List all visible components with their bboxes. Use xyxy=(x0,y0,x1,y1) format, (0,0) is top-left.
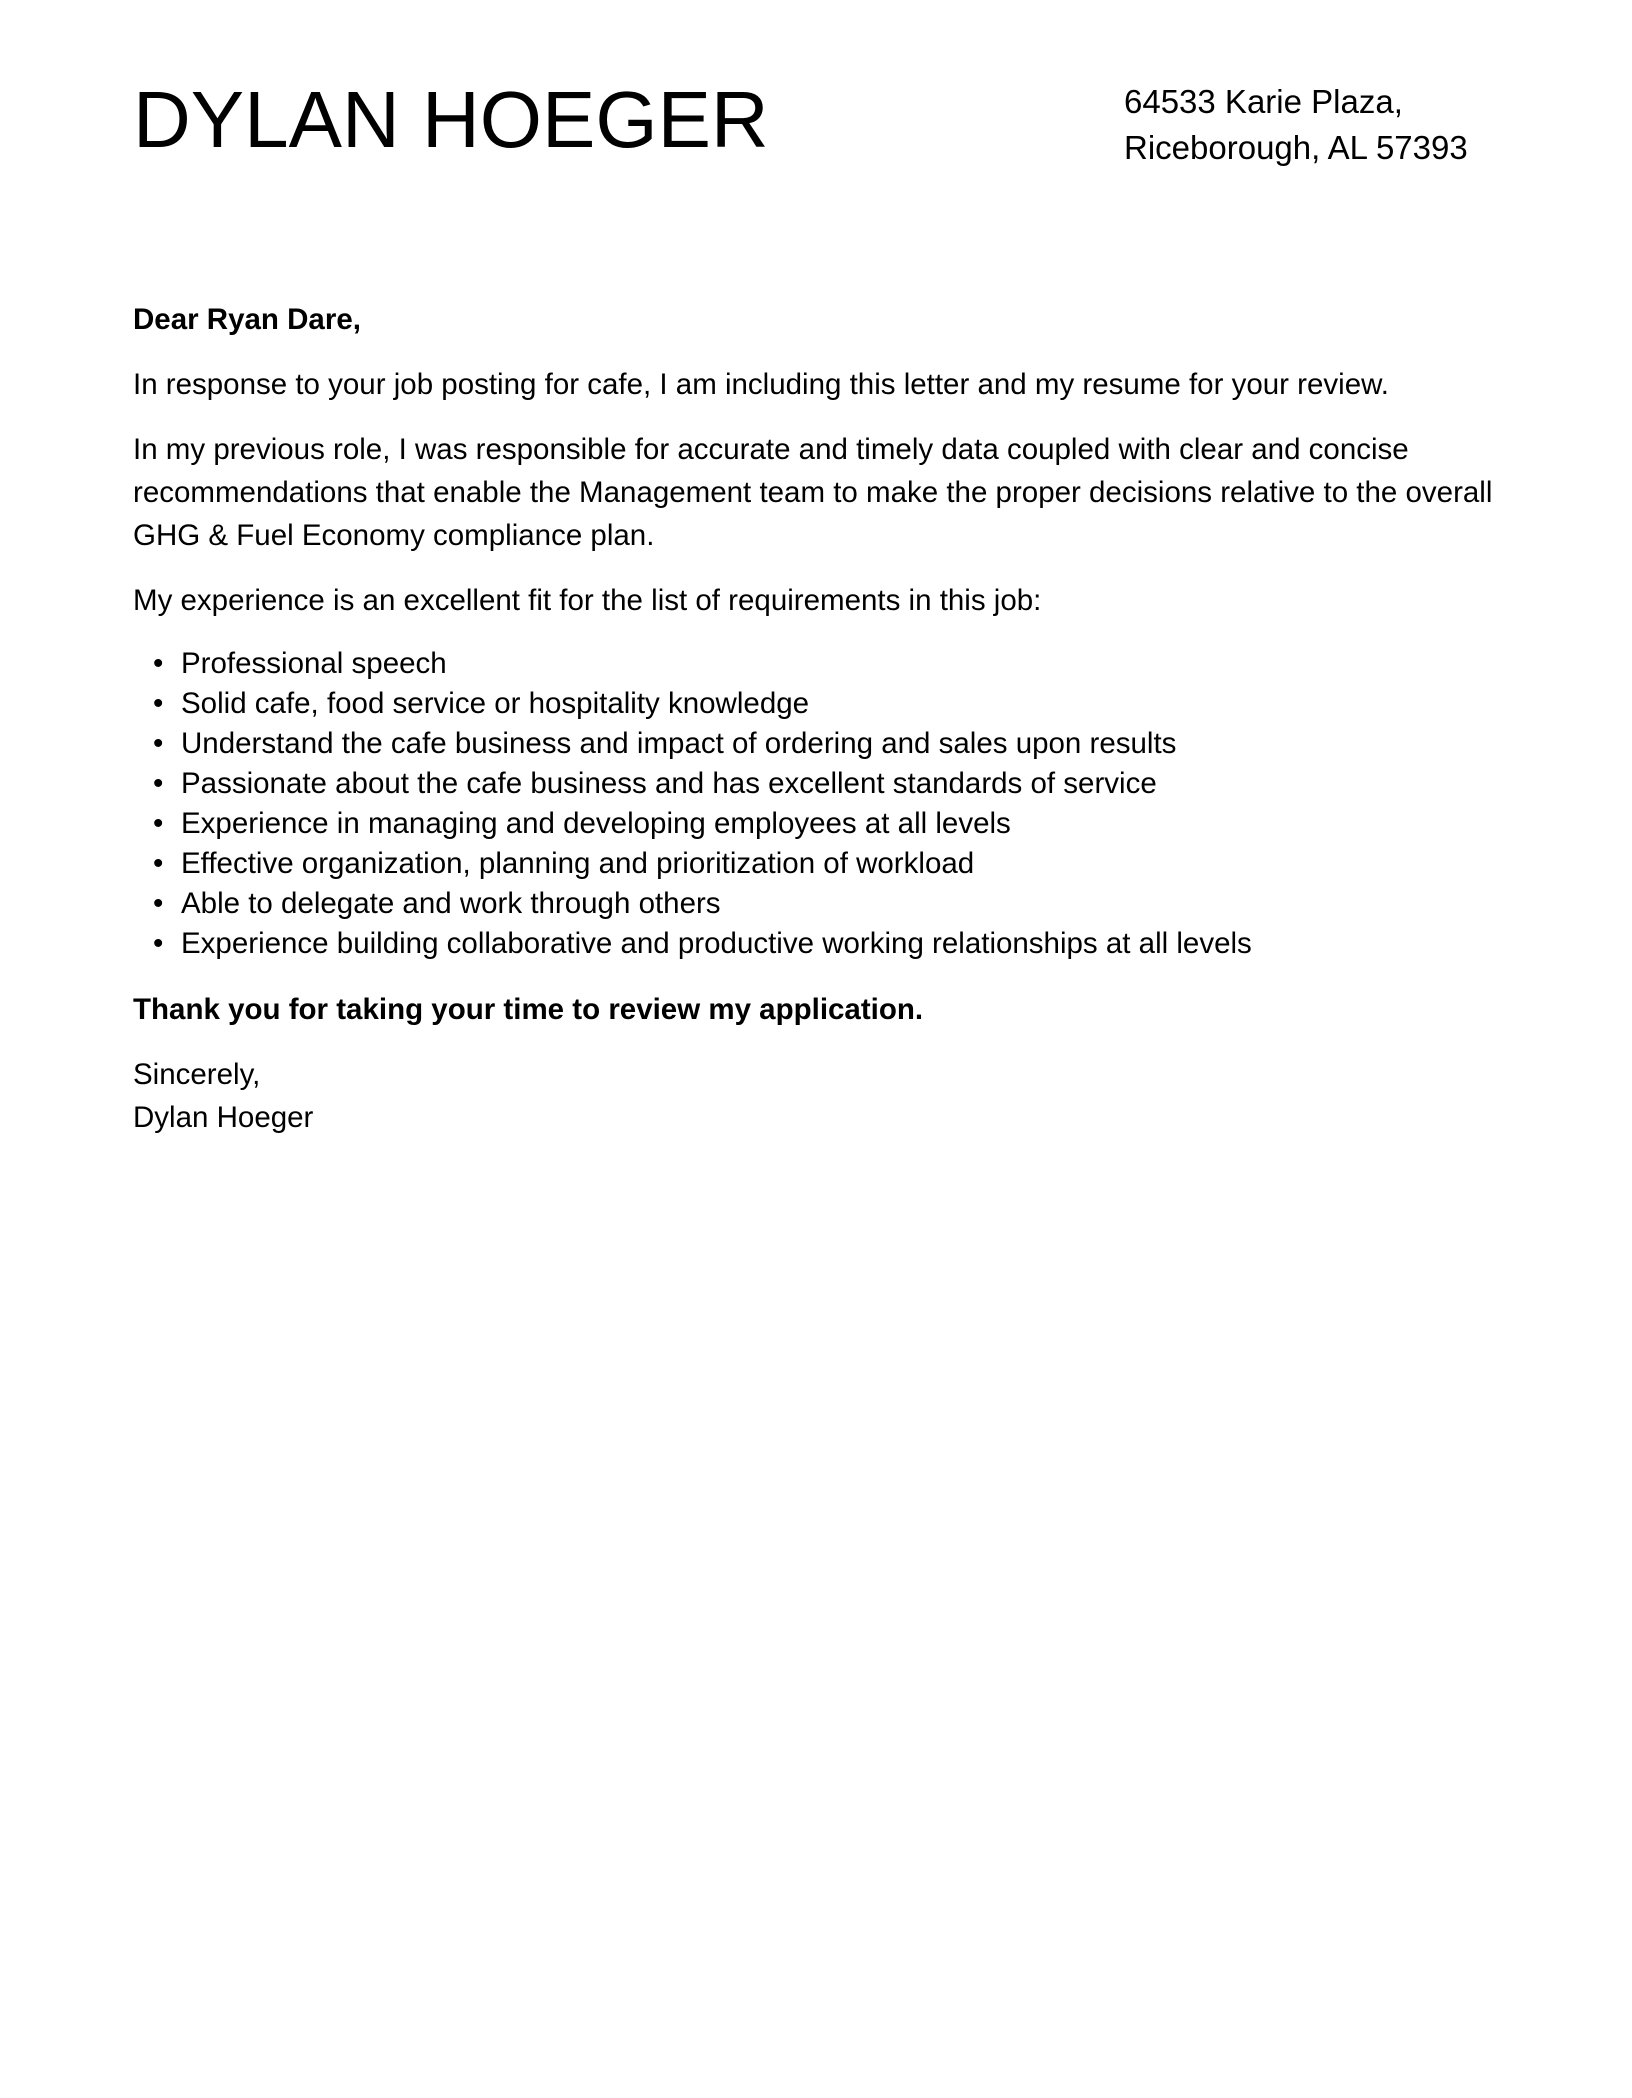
applicant-address xyxy=(1124,79,1499,171)
list-item: • Effective organization, planning and prioritization of workload xyxy=(181,844,1499,884)
list-item: • Understand the cafe business and impact of ordering and sales upon results xyxy=(181,724,1499,764)
address-line-1: 64533 Karie Plaza, xyxy=(1124,83,1403,120)
list-item: • Experience in managing and developing employees at all levels xyxy=(181,804,1499,844)
bullet-icon: • xyxy=(153,727,164,760)
signoff-block xyxy=(133,1053,1499,1139)
bullet-icon: • xyxy=(153,807,164,840)
previous-role-paragraph: In my previous role, I was responsible for accurate and timely data coupled with clear and concise recommendations that enable the Management team to make the proper decisions relative to the overall GHG & Fuel Economy compliance plan. xyxy=(133,433,1493,552)
bullet-icon: • xyxy=(153,687,164,720)
list-item: • Passionate about the cafe business and has excellent standards of service xyxy=(181,764,1499,804)
intro-paragraph: In response to your job posting for cafe, I am including this letter and my resume for your review. xyxy=(133,368,1389,401)
bullet-icon: • xyxy=(153,847,164,880)
requirements-list xyxy=(133,644,1499,964)
salutation: Dear Ryan Dare, xyxy=(133,303,361,336)
letter-header xyxy=(133,70,1499,190)
signoff: Sincerely, xyxy=(133,1058,261,1091)
letter-body xyxy=(133,298,1499,1139)
bullet-icon: • xyxy=(153,927,164,960)
bullet-icon: • xyxy=(153,887,164,920)
list-item: • Professional speech xyxy=(181,644,1499,684)
closing-statement: Thank you for taking your time to review my application. xyxy=(133,993,924,1026)
applicant-name: DYLAN HOEGER xyxy=(133,75,769,164)
list-item: • Experience building collaborative and productive working relationships at all levels xyxy=(181,924,1499,964)
signature-name: Dylan Hoeger xyxy=(133,1101,314,1134)
fit-statement: My experience is an excellent fit for the list of requirements in this job: xyxy=(133,584,1042,617)
bullet-icon: • xyxy=(153,767,164,800)
address-line-2: Riceborough, AL 57393 xyxy=(1124,129,1468,166)
list-item: • Solid cafe, food service or hospitality knowledge xyxy=(181,684,1499,724)
list-item: • Able to delegate and work through others xyxy=(181,884,1499,924)
bullet-icon: • xyxy=(153,647,164,680)
